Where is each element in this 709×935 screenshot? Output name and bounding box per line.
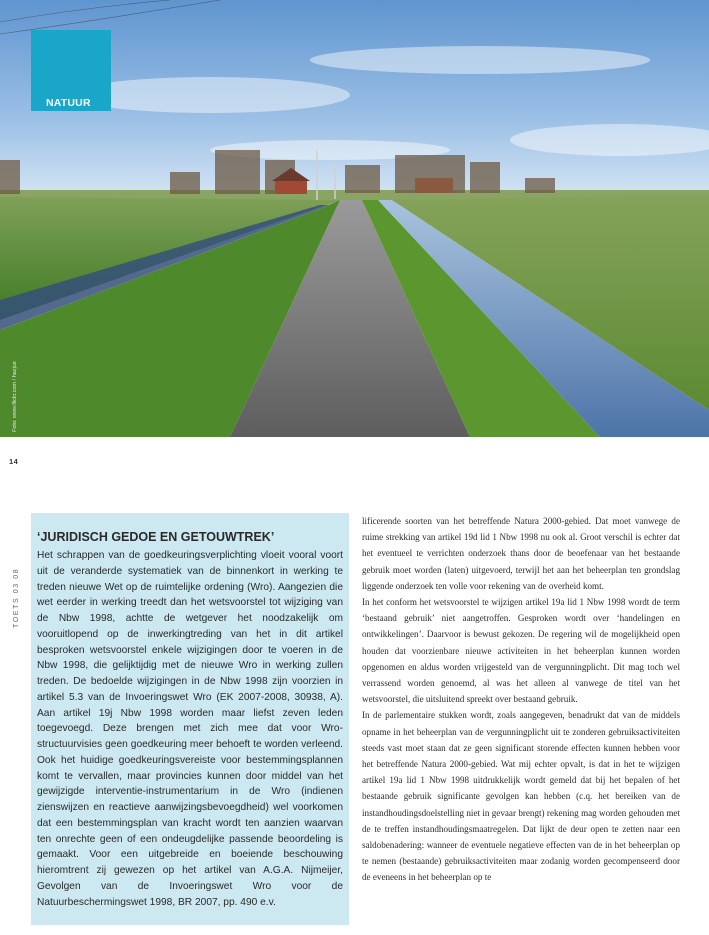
main-column [362, 513, 680, 886]
sidebar-box [31, 513, 349, 925]
page-number: 14 [9, 457, 19, 466]
photo-credit: Foto: www.flickr.com / hazjus [12, 361, 18, 432]
box-body: Het schrappen van de goedkeuringsverplichting vloeit vooral voort uit de veranderde systematiek van de binnenkort in werking te treden nieuwe Wet op de ruimtelijke ordening (Wro). Aangezien die wet eerder in werking treedt dan het wetsvoorstel tot wijziging van de Nbw 1998, achtte de wetgever het noodzakelijk om vooruitlopend op de inwerkingtreding van het in dit artikel besproken wetsvoorstel enkele wijzigingen door te voeren in de Nbw 1998, die gelijktijdig met de nieuwe Wro in werking zullen treden. De bedoelde wijzigingen in de Nbw 1998 zijn voorzien in artikel 5.3 van de Invoeringswet Wro (EK 2007-2008, 30938, A). Aan artikel 19j Nbw 1998 worden maar liefst zeven leden toegevoegd. Deze brengen met zich mee dat voor Wro-structuurvisies geen goedkeuring meer behoeft te worden verleend. Ook het huidige goedkeuringsvereiste voor bestemmingsplannen komt te vervallen, maar provincies kunnen door middel van het gewijzigde interventie-instrumentarium in de Wro (indienen zienswijzen en reactieve aanwijzingsbevoegdheid) wel voorkomen dat een bestemmingsplan van kracht wordt ten aanzien waarvan ten onrechte geen of een ondeugdelijke passende beoordeling is gemaakt. Voor een uitgebreide en boeiende beschouwing hieromtrent zij gewezen op het artikel van A.G.A. Nijmeijer, Gevolgen van de Invoeringswet Wro voor de Natuurbeschermingswet 1998, BR 2007, pp. 490 e.v. [37, 550, 343, 908]
box-title: ‘JURIDISCH GEDOE EN GETOUWTREK’ [37, 530, 275, 544]
column-paragraph: In de parlementaire stukken wordt, zoals aangegeven, benadrukt dat van de middels opname in het beheerplan van de vergunningplicht uit te zonderen gebruiksactiviteiten steeds vast moet staan dat ze geen significant storende effecten kunnen hebben voor het betreffende Natura 2000-gebied. Wat mij echter opvalt, is dat in het te wijzigen artikel 19a lid 1 Nbw 1998 uitdrukkelijk wordt gemeld dat bij het bepalen of het bestaande gebruik significante gevolgen kan hebben (c.q. het bereiken van de instandhoudingsdoelstelling niet in gevaar brengt) rekening mag worden gehouden met de te treffen instandhoudingsmaatregelen. Dat lijkt de deur open te zetten naar een saldobenadering: wanneer de eventuele negatieve effecten van de in het beheerplan op te nemen (bestaande) gebruiksactiviteiten maar zodanig worden gecompenseerd door de eveneens in het beheerplan op te [362, 710, 680, 883]
section-tag-label: NATUUR [46, 97, 91, 109]
column-paragraph: In het conform het wetsvoorstel te wijzigen artikel 19a lid 1 Nbw 1998 wordt de term ‘bestaand gebruik’ niet aangetroffen. Gesproken wordt over ‘handelingen en ontwikkelingen’. Daarvoor is bewust gekozen. De regering wil de mogelijkheid open houden dat voorzienbare nieuwe activiteiten in het beheerplan kunnen worden opgenomen en aldus worden vrijgesteld van de vergunningplicht. Dit mag toch wel verrassend worden genoemd, al was het alleen al vanwege de titel van het wetsvoorstel, die uitsluitend spreekt over bestaand gebruik. [362, 597, 680, 705]
column-paragraph: lificerende soorten van het betreffende Natura 2000-gebied. Dat moet vanwege de ruime strekking van artikel 19d lid 1 Nbw 1998 nu ook al. Groot verschil is echter dat het eventueel te verrichten onderzoek thans door de beoefenaar van het bestaande gebruik moet worden (laten) uitgevoerd, terwijl het aan het beheerplan ten grondslag liggende onderzoek ten volle voor rekening van de overheid komt. [362, 516, 680, 591]
journal-label: TOETS 03 08 [13, 567, 20, 628]
section-tag [31, 30, 111, 111]
